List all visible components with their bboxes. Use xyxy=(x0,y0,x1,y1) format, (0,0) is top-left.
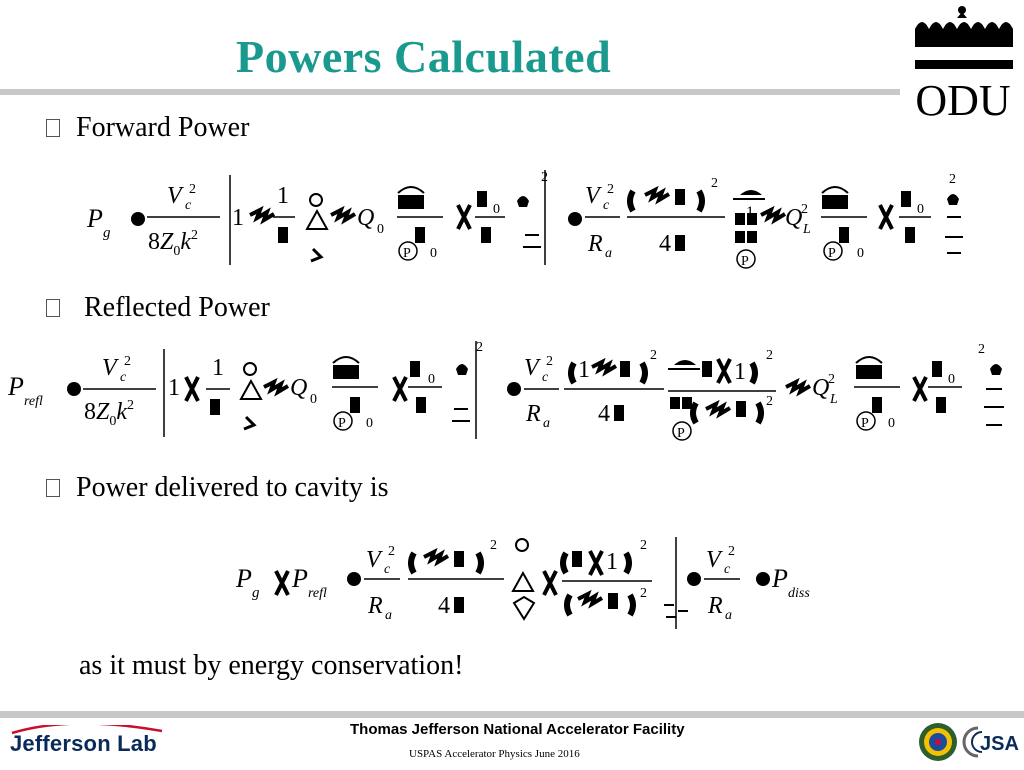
doe-seal-icon xyxy=(918,722,958,762)
svg-text:R: R xyxy=(708,593,723,619)
svg-text:2: 2 xyxy=(546,354,553,369)
equation-forward-power xyxy=(85,165,995,275)
bullet-box-icon xyxy=(46,299,60,317)
svg-text:diss: diss xyxy=(788,586,810,601)
jsa-logo xyxy=(962,724,1020,760)
svg-text:a: a xyxy=(725,608,732,623)
svg-text:Q: Q xyxy=(785,205,803,231)
svg-text:1: 1 xyxy=(746,204,754,221)
svg-text:a: a xyxy=(385,608,392,623)
svg-text:L: L xyxy=(830,392,838,407)
svg-text:ODU: ODU xyxy=(915,76,1011,124)
svg-text:1: 1 xyxy=(578,357,590,383)
svg-text:refl: refl xyxy=(24,394,43,409)
svg-text:2: 2 xyxy=(828,372,835,387)
svg-text:0: 0 xyxy=(493,202,500,217)
bullet-power-delivered: Power delivered to cavity is xyxy=(46,472,389,504)
svg-text:0: 0 xyxy=(430,246,437,261)
svg-text:2: 2 xyxy=(711,176,718,191)
bullet-reflected-power: Reflected Power xyxy=(46,292,270,324)
svg-text:Q: Q xyxy=(357,205,375,231)
odu-logo xyxy=(905,4,1020,124)
svg-text:0: 0 xyxy=(857,246,864,261)
svg-text:P: P xyxy=(236,564,252,593)
svg-text:4: 4 xyxy=(659,231,671,257)
svg-text:2: 2 xyxy=(949,172,956,187)
svg-text:0: 0 xyxy=(310,392,317,407)
bullet-box-icon xyxy=(46,119,60,137)
svg-text:0: 0 xyxy=(888,416,895,431)
svg-text:g: g xyxy=(103,225,111,241)
svg-text:2: 2 xyxy=(476,340,483,355)
svg-text:4: 4 xyxy=(598,401,610,427)
svg-text:V: V xyxy=(706,547,721,573)
bullet-box-icon xyxy=(46,479,60,497)
svg-text:c: c xyxy=(603,198,610,213)
svg-text:2: 2 xyxy=(650,348,657,363)
svg-text:R: R xyxy=(588,231,603,257)
svg-text:c: c xyxy=(384,562,391,577)
svg-text:2: 2 xyxy=(766,348,773,363)
svg-text:0: 0 xyxy=(366,416,373,431)
equation-power-delivered xyxy=(232,533,822,638)
svg-text:L: L xyxy=(803,222,811,237)
svg-text:a: a xyxy=(605,246,612,261)
svg-text:8Z0k2: $8Z_0k^2$ xyxy=(84,398,135,429)
svg-text:JSA: JSA xyxy=(980,733,1019,755)
svg-text:8Z0k2: $8Z_0k^2$ xyxy=(148,228,199,259)
svg-text:0: 0 xyxy=(948,372,955,387)
svg-text:2: 2 xyxy=(728,544,735,559)
svg-text:P: P xyxy=(87,204,103,233)
svg-text:2: 2 xyxy=(801,202,808,217)
svg-text:1: 1 xyxy=(232,205,244,231)
equation-reflected-power xyxy=(6,337,1016,452)
svg-text:2: 2 xyxy=(189,182,196,197)
svg-text:1: 1 xyxy=(606,549,618,575)
jefferson-lab-wordmark: Jefferson Lab xyxy=(10,731,157,756)
svg-text:P: P xyxy=(8,372,24,401)
svg-text:1: 1 xyxy=(168,375,180,401)
svg-text:P: P xyxy=(677,426,685,441)
svg-text:2: 2 xyxy=(766,394,773,409)
svg-text:P: P xyxy=(828,246,836,261)
svg-text:2: 2 xyxy=(490,538,497,553)
svg-text:V: V xyxy=(102,355,117,381)
bullet-forward-power: Forward Power xyxy=(46,112,249,144)
svg-text:1: 1 xyxy=(734,359,746,385)
svg-text:c: c xyxy=(542,370,549,385)
svg-text:c: c xyxy=(724,562,731,577)
conclusion-text: as it must by energy conservation! xyxy=(79,650,464,681)
svg-text:2: 2 xyxy=(124,354,131,369)
svg-text:refl: refl xyxy=(308,586,327,601)
svg-text:g: g xyxy=(252,585,260,601)
svg-text:V: V xyxy=(585,183,600,209)
svg-text:4: 4 xyxy=(438,593,450,619)
svg-text:P: P xyxy=(741,254,749,269)
svg-text:V: V xyxy=(524,355,539,381)
facility-name: Thomas Jefferson National Accelerator Facility xyxy=(350,721,685,738)
svg-text:P: P xyxy=(338,416,346,431)
svg-text:2: 2 xyxy=(640,538,647,553)
svg-text:Q: Q xyxy=(290,375,308,401)
svg-text:1: 1 xyxy=(212,355,224,381)
svg-text:V: V xyxy=(167,183,182,209)
svg-text:P: P xyxy=(292,564,308,593)
svg-text:Q: Q xyxy=(812,375,830,401)
svg-text:c: c xyxy=(185,198,192,213)
svg-text:1: 1 xyxy=(277,183,289,209)
svg-text:2: 2 xyxy=(640,586,647,601)
svg-text:0: 0 xyxy=(377,222,384,237)
svg-text:2: 2 xyxy=(541,170,548,185)
svg-text:2: 2 xyxy=(388,544,395,559)
slide-title: Powers Calculated xyxy=(236,31,612,82)
svg-text:R: R xyxy=(526,401,541,427)
svg-text:0: 0 xyxy=(428,372,435,387)
svg-text:P: P xyxy=(403,246,411,261)
svg-text:V: V xyxy=(366,547,381,573)
svg-text:2: 2 xyxy=(978,342,985,357)
svg-text:c: c xyxy=(120,370,127,385)
svg-text:R: R xyxy=(368,593,383,619)
footer-divider xyxy=(0,711,1024,718)
course-info: USPAS Accelerator Physics June 2016 xyxy=(409,748,580,760)
title-divider xyxy=(0,89,900,95)
svg-text:P: P xyxy=(772,564,788,593)
svg-text:0: 0 xyxy=(917,202,924,217)
svg-text:2: 2 xyxy=(607,182,614,197)
svg-text:a: a xyxy=(543,416,550,431)
svg-text:P: P xyxy=(861,416,869,431)
